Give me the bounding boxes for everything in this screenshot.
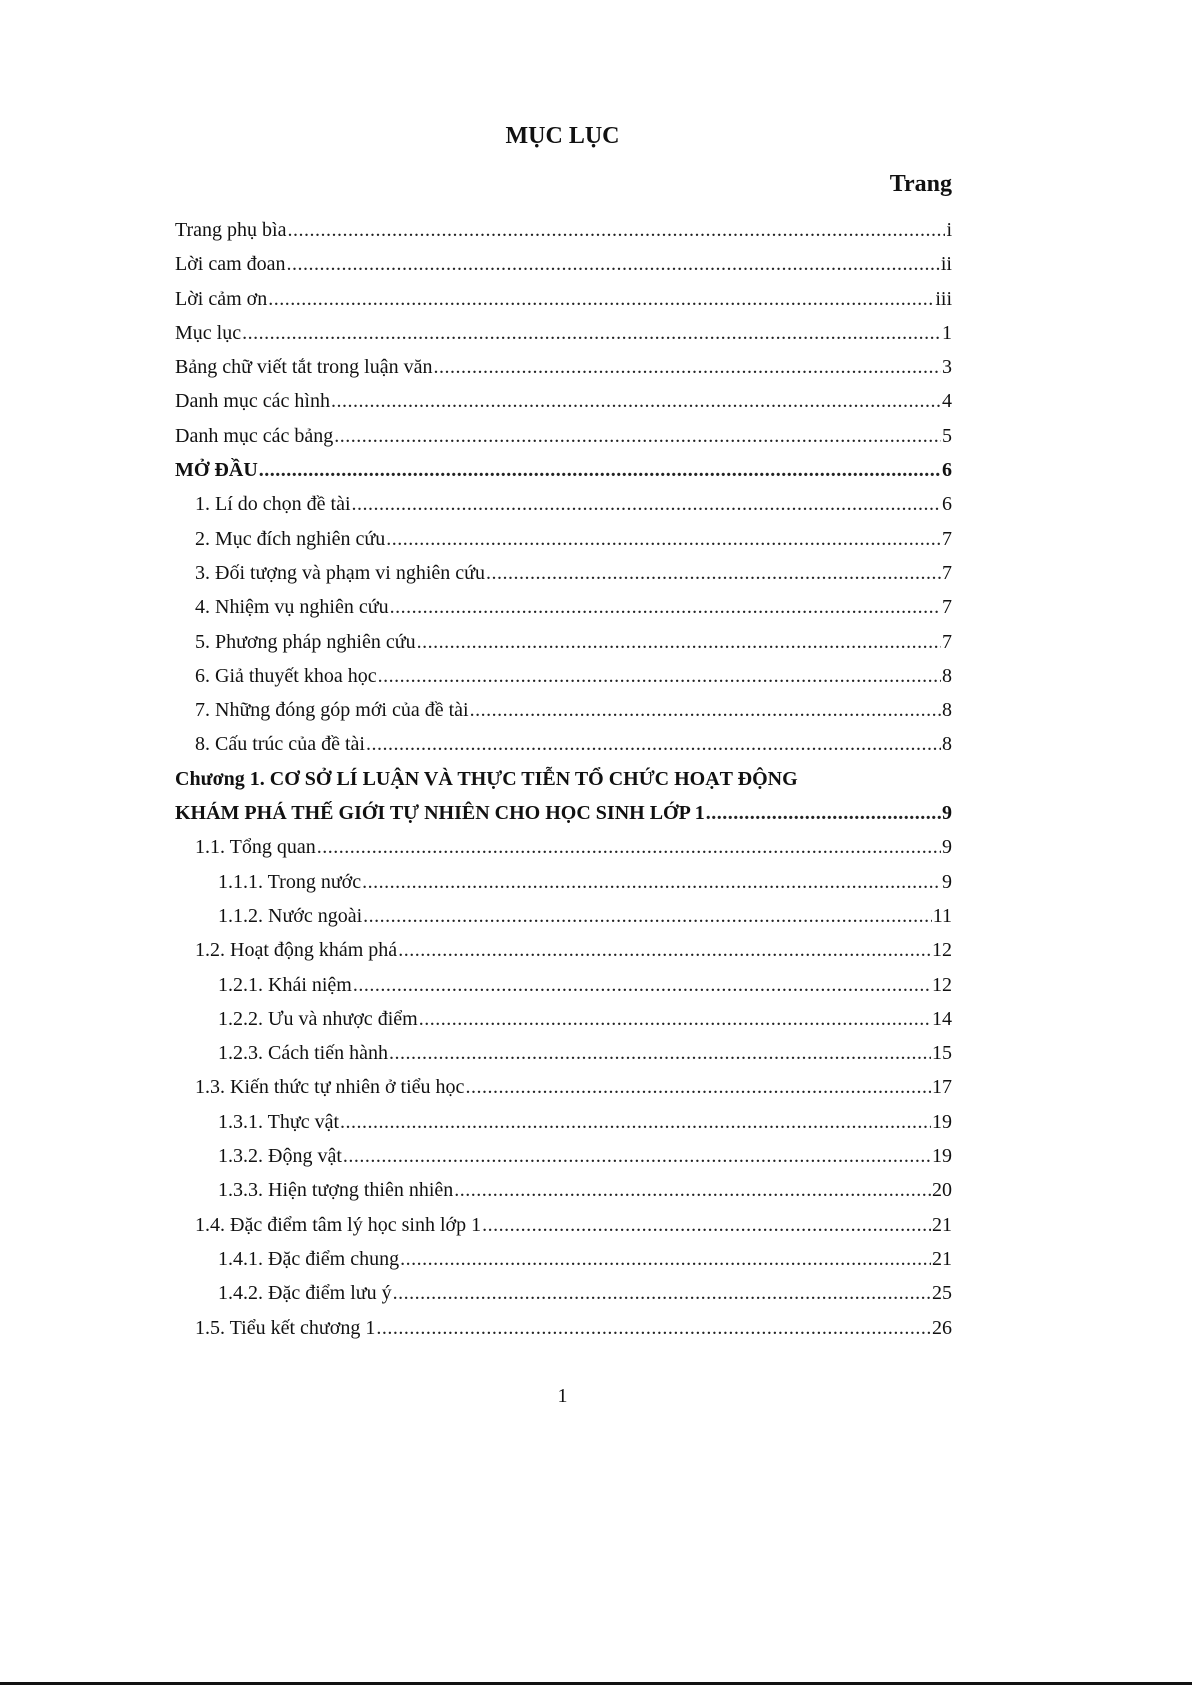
table-of-contents [175, 213, 952, 1345]
toc-entry-page: 1 [942, 321, 952, 344]
toc-entry[interactable] [175, 487, 952, 521]
toc-entry[interactable] [175, 1002, 952, 1036]
toc-leader-dots [470, 693, 941, 727]
toc-entry-page: 6 [942, 493, 952, 516]
toc-entry-label: 2. Mục đích nghiên cứu [195, 527, 386, 550]
toc-entry-label: 1.3.1. Thực vật [218, 1110, 340, 1133]
toc-leader-dots [706, 796, 941, 830]
toc-entry-page: 7 [942, 561, 952, 584]
toc-entry-page: 21 [932, 1213, 952, 1236]
toc-entry-label: KHÁM PHÁ THẾ GIỚI TỰ NHIÊN CHO HỌC SINH LỚP 1 [175, 802, 705, 825]
toc-entry-label: Chương 1. CƠ SỞ LÍ LUẬN VÀ THỰC TIỄN TỔ CHỨC HOẠT ĐỘNG [175, 767, 798, 790]
toc-entry-page: 7 [942, 527, 952, 550]
toc-entry-label: 6. Giả thuyết khoa học [195, 664, 377, 687]
toc-entry-page: 9 [942, 802, 952, 825]
toc-entry-page: 12 [932, 939, 952, 962]
toc-entry-label: 8. Cấu trúc của đề tài [195, 733, 365, 756]
toc-entry[interactable] [175, 659, 952, 693]
toc-entry-label: 1.4.1. Đặc điểm chung [218, 1247, 400, 1270]
toc-entry[interactable] [175, 830, 952, 864]
toc-entry-page: ii [940, 253, 952, 276]
toc-entry[interactable] [175, 1036, 952, 1070]
toc-entry[interactable] [175, 453, 952, 487]
toc-entry-page: 19 [932, 1110, 952, 1133]
toc-entry-label: 3. Đối tượng và phạm vi nghiên cứu [195, 561, 485, 584]
toc-entry-page: 4 [942, 390, 952, 413]
toc-leader-dots [393, 1276, 931, 1310]
toc-entry[interactable] [175, 384, 952, 418]
toc-entry-label: Danh mục các bảng [175, 424, 334, 447]
toc-entry[interactable] [175, 1208, 952, 1242]
toc-entry-page: 21 [932, 1247, 952, 1270]
toc-entry-label: 1.2. Hoạt động khám phá [195, 939, 398, 962]
toc-entry-label: 7. Những đóng góp mới của đề tài [195, 699, 469, 722]
toc-leader-dots [389, 1036, 931, 1070]
toc-entry[interactable] [175, 247, 952, 281]
toc-leader-dots [352, 487, 941, 521]
toc-leader-dots [398, 933, 931, 967]
toc-entry-label: 1.1. Tổng quan [195, 836, 316, 859]
toc-entry-page: i [946, 219, 952, 241]
toc-entry[interactable] [175, 1105, 952, 1139]
toc-entry[interactable] [175, 865, 952, 899]
toc-entry-page: 15 [932, 1042, 952, 1065]
toc-leader-dots [353, 968, 931, 1002]
toc-entry-page: 3 [942, 356, 952, 379]
toc-entry-page: 14 [932, 1007, 952, 1030]
toc-leader-dots [419, 1002, 931, 1036]
toc-leader-dots [386, 522, 941, 556]
toc-leader-dots [417, 625, 941, 659]
toc-entry-page: 6 [942, 459, 952, 482]
toc-entry-label: Lời cam đoan [175, 253, 286, 276]
footer-page-number: 1 [557, 1385, 568, 1407]
toc-entry[interactable] [175, 693, 952, 727]
toc-entry-page: 7 [942, 630, 952, 653]
toc-entry[interactable] [175, 522, 952, 556]
toc-leader-dots [390, 590, 941, 624]
toc-entry-label: 1. Lí do chọn đề tài [195, 493, 351, 516]
toc-entry-label: Mục lục [175, 321, 242, 344]
toc-entry[interactable] [175, 1139, 952, 1173]
toc-entry[interactable] [175, 899, 952, 933]
toc-entry[interactable] [175, 419, 952, 453]
toc-entry[interactable] [175, 282, 952, 316]
toc-entry-page: 8 [942, 733, 952, 756]
toc-entry[interactable] [175, 796, 952, 830]
toc-leader-dots [363, 899, 932, 933]
toc-entry[interactable] [175, 933, 952, 967]
toc-entry-label: 1.4. Đặc điểm tâm lý học sinh lớp 1 [195, 1213, 482, 1236]
toc-entry-page: 19 [932, 1145, 952, 1168]
toc-entry-label: 1.2.3. Cách tiến hành [218, 1042, 388, 1065]
toc-leader-dots [378, 659, 941, 693]
toc-entry-label: 1.4.2. Đặc điểm lưu ý [218, 1282, 392, 1305]
toc-entry-label: Bảng chữ viết tắt trong luận văn [175, 356, 433, 379]
toc-entry-page: 11 [932, 904, 952, 927]
toc-leader-dots [259, 453, 941, 487]
toc-entry-page: 9 [942, 836, 952, 859]
toc-entry[interactable] [175, 1070, 952, 1104]
toc-entry-page: 26 [932, 1316, 952, 1339]
toc-leader-dots [486, 556, 941, 590]
toc-entry-label: 5. Phương pháp nghiên cứu [195, 630, 416, 653]
toc-entry[interactable] [175, 1276, 952, 1310]
toc-entry-page: 17 [932, 1076, 952, 1099]
toc-entry-page: 20 [932, 1179, 952, 1202]
toc-entry-label: 1.3.2. Động vật [218, 1145, 342, 1168]
toc-leader-dots [334, 419, 941, 453]
toc-leader-dots [242, 316, 941, 350]
toc-entry-label: 1.2.1. Khái niệm [218, 973, 352, 996]
toc-entry-page: iii [935, 287, 952, 310]
toc-leader-dots [400, 1242, 931, 1276]
toc-entry[interactable] [175, 316, 952, 350]
toc-entry-label: Danh mục các hình [175, 390, 330, 413]
toc-leader-dots [317, 830, 941, 864]
toc-entry[interactable] [175, 968, 952, 1002]
toc-entry-page: 5 [942, 424, 952, 447]
toc-entry-label: 1.5. Tiểu kết chương 1 [195, 1316, 376, 1339]
toc-entry[interactable] [175, 590, 952, 624]
toc-entry[interactable] [175, 727, 952, 761]
page-column-header: Trang [889, 171, 952, 197]
toc-leader-dots [366, 727, 941, 761]
toc-entry[interactable] [175, 1311, 952, 1345]
toc-entry-page: 9 [942, 870, 952, 893]
toc-leader-dots [331, 384, 941, 418]
toc-entry-label: 1.1.2. Nước ngoài [218, 904, 363, 927]
toc-entry[interactable] [175, 1242, 952, 1276]
toc-entry-label: 1.1.1. Trong nước [218, 870, 362, 893]
toc-entry-page: 8 [942, 699, 952, 722]
toc-entry-label: 1.3.3. Hiện tượng thiên nhiên [218, 1179, 454, 1202]
toc-leader-dots [343, 1139, 931, 1173]
toc-leader-dots [433, 350, 941, 384]
toc-entry-page: 7 [942, 596, 952, 619]
toc-entry[interactable] [175, 213, 952, 247]
toc-leader-dots [268, 282, 934, 316]
toc-entry[interactable] [175, 556, 952, 590]
toc-leader-dots [287, 213, 945, 247]
toc-entry-label: 4. Nhiệm vụ nghiên cứu [195, 596, 389, 619]
toc-entry[interactable] [175, 350, 952, 384]
toc-leader-dots [340, 1105, 931, 1139]
toc-entry-page: 12 [932, 973, 952, 996]
toc-entry[interactable] [175, 1173, 952, 1207]
toc-leader-dots [465, 1070, 931, 1104]
toc-leader-dots [287, 247, 940, 281]
toc-title: MỤC LỤC [505, 123, 620, 149]
toc-leader-dots [454, 1173, 931, 1207]
toc-leader-dots [362, 865, 941, 899]
toc-entry-label: 1.2.2. Ưu và nhược điểm [218, 1007, 418, 1030]
toc-entry-label: Lời cảm ơn [175, 287, 268, 310]
toc-entry-label: MỞ ĐẦU [175, 459, 258, 482]
toc-leader-dots [376, 1311, 931, 1345]
toc-entry[interactable] [175, 625, 952, 659]
toc-leader-dots [482, 1208, 931, 1242]
toc-entry-page: 25 [932, 1282, 952, 1305]
toc-entry-label: 1.3. Kiến thức tự nhiên ở tiểu học [195, 1076, 465, 1099]
toc-entry[interactable] [175, 762, 952, 796]
toc-entry-label: Trang phụ bìa [175, 219, 287, 241]
toc-entry-page: 8 [942, 664, 952, 687]
